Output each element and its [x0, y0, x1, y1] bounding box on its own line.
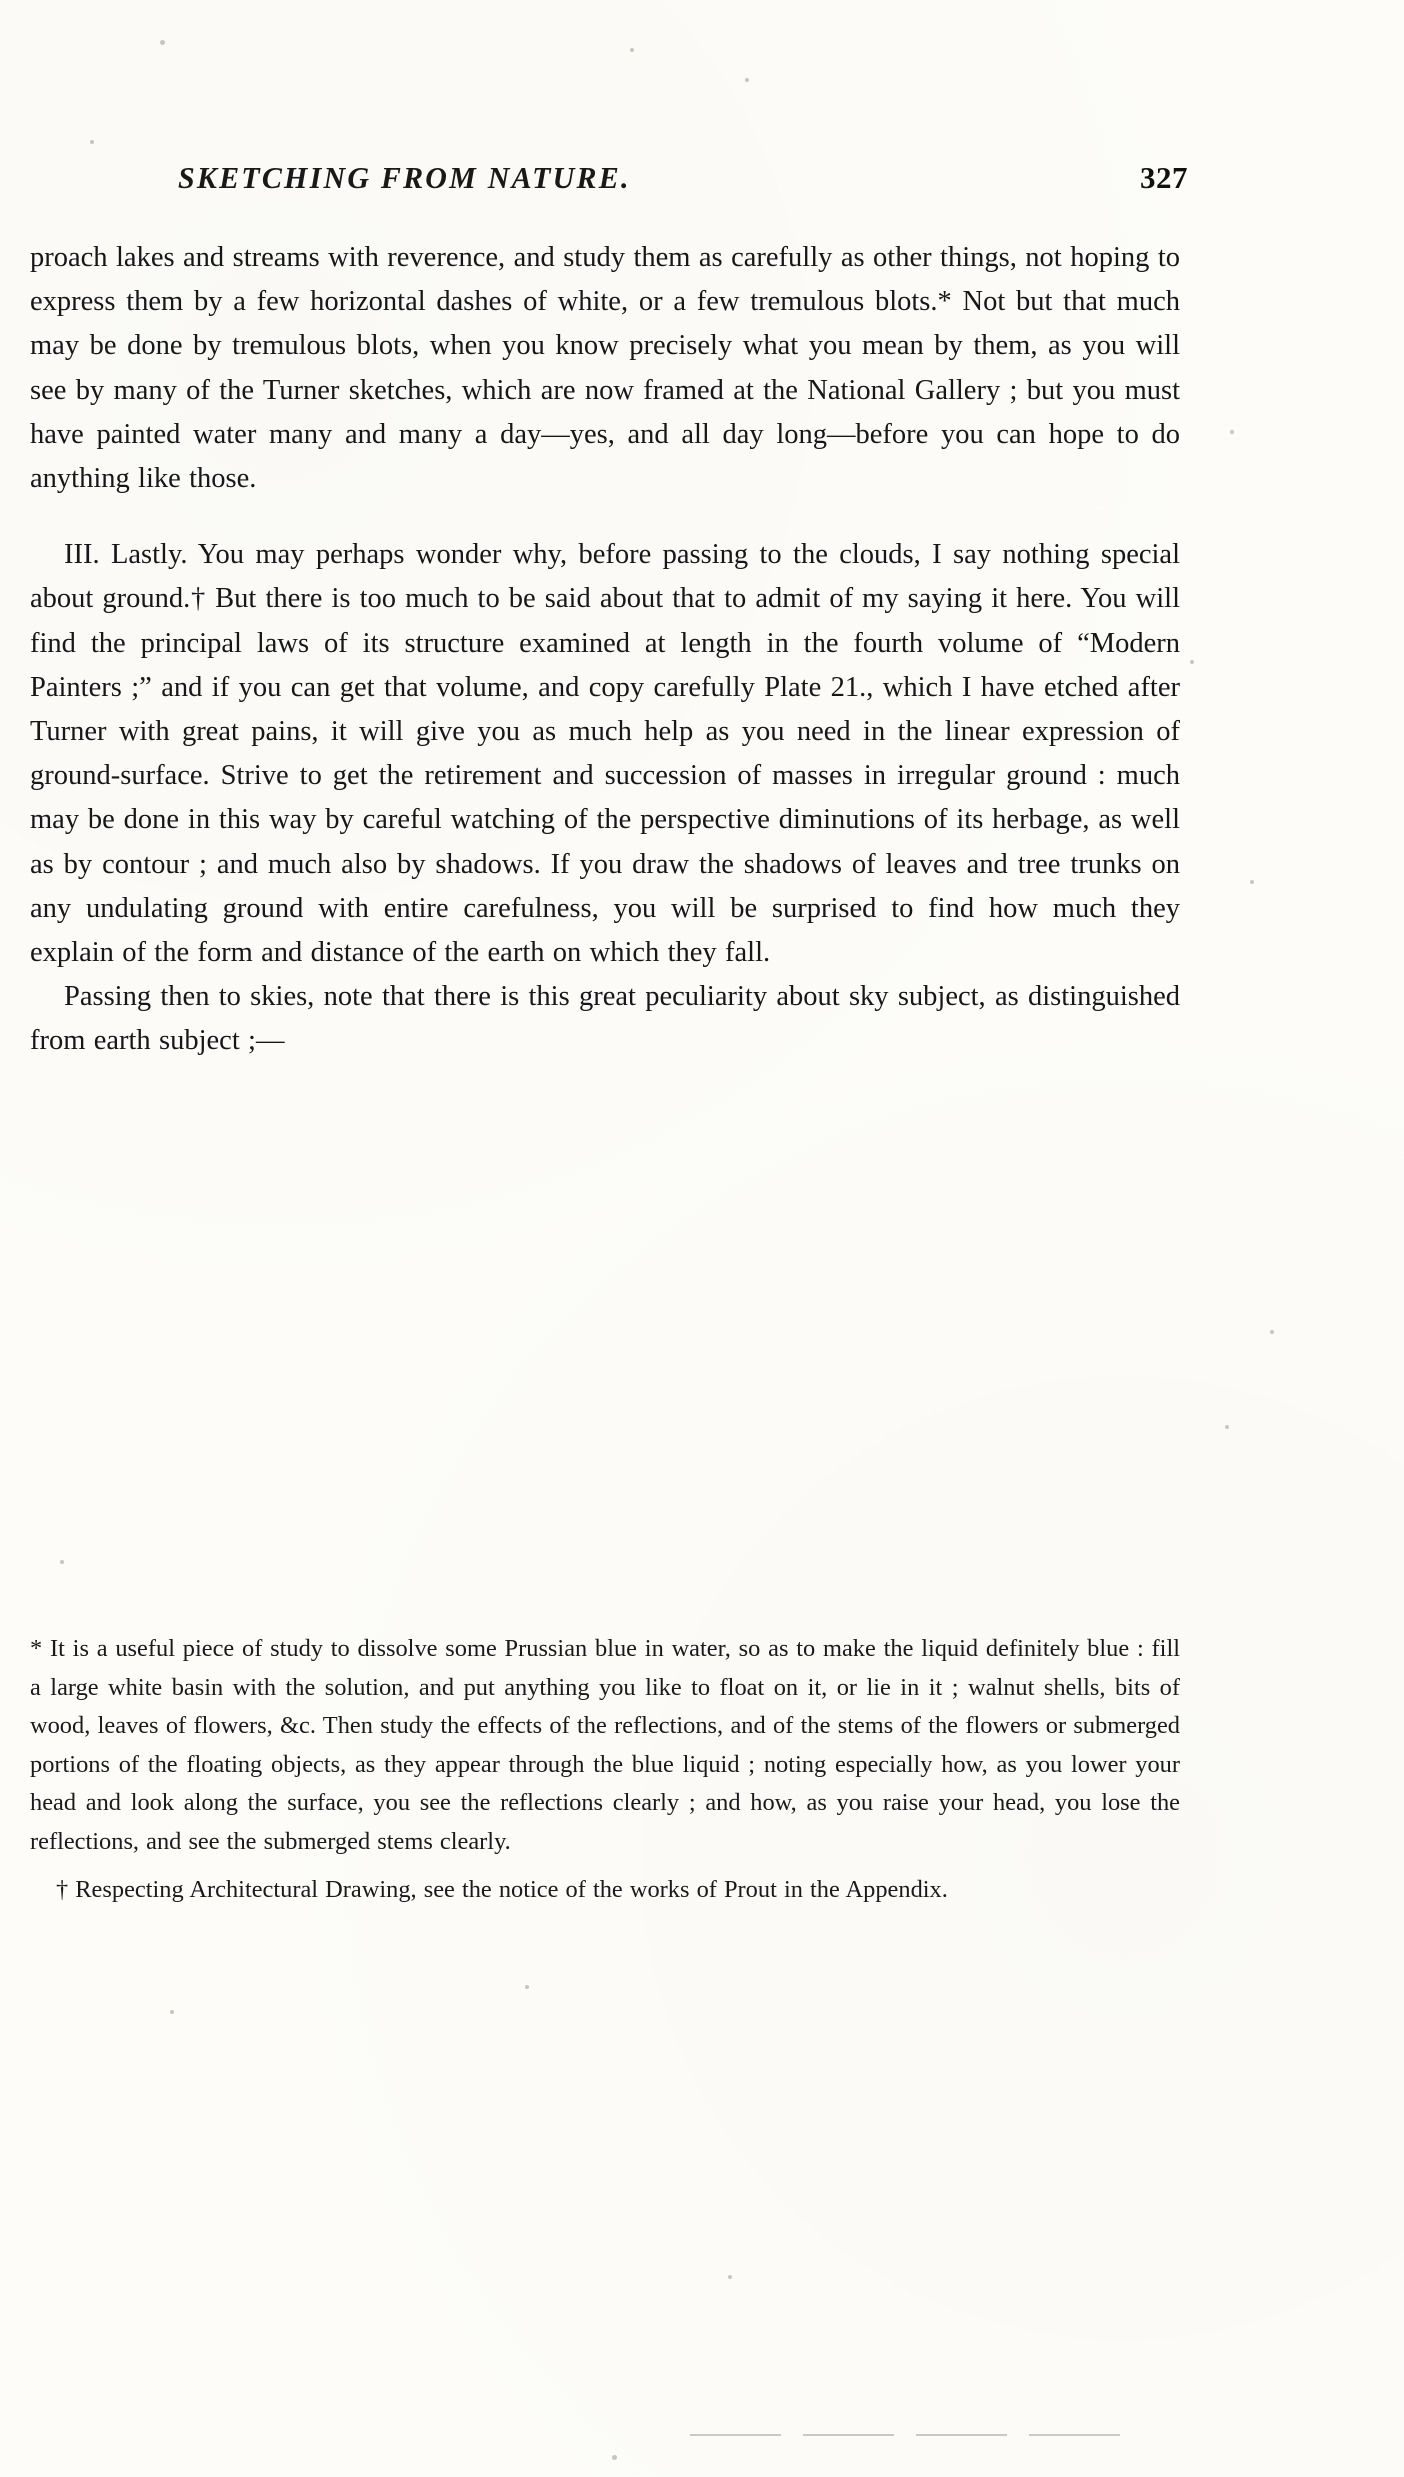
paragraph: proach lakes and streams with reverence, and study them as carefully as other things, not hoping to express them by a few horizontal dashes of white, or a few tremulous blots.* Not but that much may be done by tremulous blots, when you know precisely what you mean by them, as you will see by many of the Turner sketches, which are now framed at the National Gallery ; but you must have painted water many and many a day—yes, and all day long—before you can hope to do anything like those.	[30, 242, 1180, 495]
dash-mark	[1029, 2434, 1120, 2436]
page-header	[178, 160, 1188, 196]
body-text-column	[30, 236, 1180, 1064]
footnote: * It is a useful piece of study to dissolve some Prussian blue in water, so as to make the liquid definitely blue : fill a large white basin with the solution, and put anything you like to float on it, or lie in it ; walnut shells, bits of wood, leaves of flowers, &c. Then study the effects of the reflections, and of the stems of the flowers or submerged portions of the floating objects, as they appear through the blue liquid ; noting especially how, as you lower your head and look along the surface, you see the reflections clearly ; and how, as you raise your head, you lose the reflections, and see the submerged stems clearly.	[30, 1635, 1180, 1855]
footnotes-block	[30, 1630, 1180, 1909]
dash-mark	[803, 2434, 894, 2436]
page-bottom-marks	[690, 2434, 1120, 2437]
dash-mark	[916, 2434, 1007, 2436]
dash-mark	[690, 2434, 781, 2436]
running-head: SKETCHING FROM NATURE.	[178, 161, 631, 196]
footnote: † Respecting Architectural Drawing, see the notice of the works of Prout in the Appendix.	[56, 1875, 948, 1903]
page-number: 327	[1140, 160, 1188, 195]
paragraph: III. Lastly. You may perhaps wonder why, before passing to the clouds, I say nothing special about ground.† But there is too much to be said about that to admit of my saying it here. You will find the principal laws of its structure examined at length in the fourth volume of “Modern Painters ;” and if you can get that volume, and copy carefully Plate 21., which I have etched after Turner with great pains, it will give you as much help as you need in the linear expression of ground-surface. Strive to get the retirement and succession of masses in irregular ground : much may be done in this way by careful watching of the perspective diminutions of its herbage, as well as by contour ; and much also by shadows. If you draw the shadows of leaves and tree trunks on any undulating ground with entire carefulness, you will be surprised to find how much they explain of the form and distance of the earth on which they fall.	[30, 539, 1180, 969]
paragraph: Passing then to skies, note that there is this great peculiarity about sky subject, as distinguished from earth subject ;—	[30, 981, 1180, 1057]
